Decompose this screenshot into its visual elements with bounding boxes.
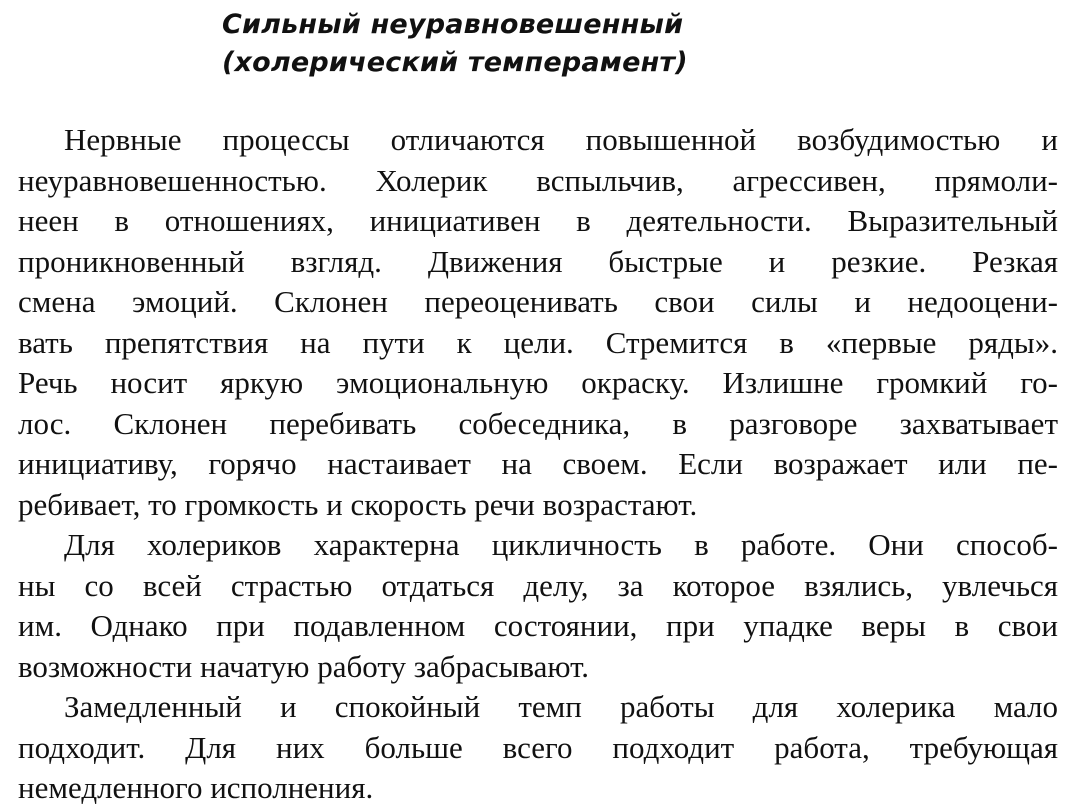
text-line: Замедленный и спокойный темп работы для холерика мало (64, 689, 1058, 724)
text-line: им. Однако при подавленном состоянии, при упадке веры в свои (18, 608, 1058, 643)
text-line: лос. Склонен перебивать собеседника, в разговоре захватывает (18, 405, 1058, 441)
text-line: подходит. Для них больше всего подходит работа, требующая (18, 729, 1058, 765)
heading-line-2: (холерический темперамент) (222, 47, 688, 78)
text-line: неен в отношениях, инициативен в деятельности. Выразительный (18, 203, 1058, 238)
text-line: инициативу, горячо настаивает на своем. Если возражает или пе- (18, 446, 1058, 481)
text-line: немедленного исполнения. (18, 770, 374, 805)
paragraph-3 (18, 687, 1058, 809)
paragraph-1 (18, 120, 1058, 525)
text-line: Речь носит яркую эмоциональную окраску. Излишне громкий го- (18, 365, 1058, 400)
section-heading (222, 6, 688, 82)
heading-line-1: Сильный неуравновешенный (222, 9, 684, 40)
text-line: смена эмоций. Склонен переоценивать свои силы и недооцени- (18, 284, 1058, 319)
text-line: неуравновешенностью. Холерик вспыльчив, агрессивен, прямоли- (18, 162, 1058, 198)
text-line: ны со всей страстью отдаться делу, за которое взялись, увлечься (18, 567, 1058, 603)
text-line: проникновенный взгляд. Движения быстрые и резкие. Резкая (18, 243, 1058, 279)
text-line: ребивает, то громкость и скорость речи возрастают. (18, 486, 698, 522)
text-line: возможности начатую работу забрасывают. (18, 648, 590, 684)
body-text (18, 120, 1058, 809)
text-line: вать препятствия на пути к цели. Стремится в «первые ряды». (18, 324, 1058, 360)
text-line: Для холериков характерна цикличность в работе. Они способ- (64, 527, 1058, 562)
paragraph-2 (18, 525, 1058, 687)
text-line: Нервные процессы отличаются повышенной возбудимостью и (64, 122, 1058, 157)
